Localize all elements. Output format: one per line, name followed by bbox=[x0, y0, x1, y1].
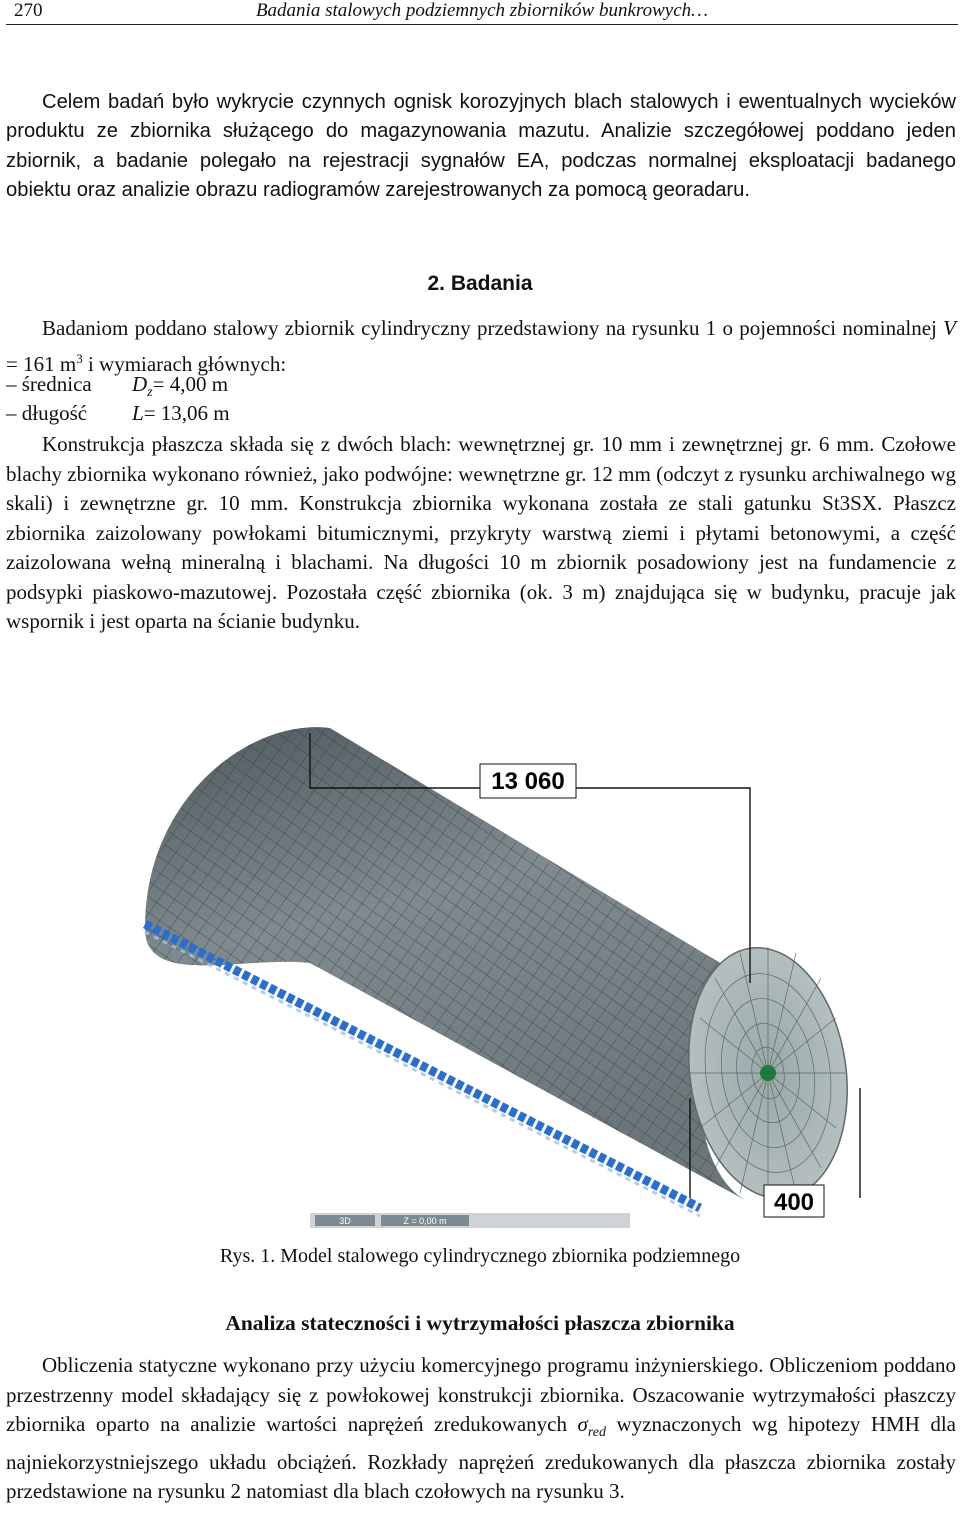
dimension-diameter bbox=[6, 372, 228, 401]
dimension-label-length: 13 060 bbox=[491, 768, 565, 795]
dimension-length bbox=[6, 401, 230, 426]
tank-model-figure bbox=[100, 688, 864, 1228]
figure-caption: Rys. 1. Model stalowego cylindrycznego zbiornika podziemnego bbox=[219, 1245, 741, 1267]
dim-symbol: L bbox=[132, 401, 144, 425]
section-heading-analiza: Analiza stateczności i wytrzymałości płaszcza zbiornika bbox=[225, 1311, 735, 1335]
analiza-paragraph bbox=[6, 1351, 956, 1507]
volume-symbol: V bbox=[943, 316, 956, 340]
analiza-text-a: Obliczenia statyczne wykonano przy użyciu komercyjnego programu inżynierskiego. Obliczeniom poddano przestrzenny model składający się z powłokowej konstrukcji zbiornika. Oszacowanie wytrzymałości płaszczy zbiornika oparto na analizie wartości naprężeń zredukowanych bbox=[6, 1353, 956, 1436]
toolbar-z-level: Z = 0,00 m bbox=[403, 1216, 447, 1226]
dim-label: – średnica bbox=[6, 372, 92, 396]
tank-model-render bbox=[100, 688, 864, 1228]
intro-rest: wycieków produktu ze zbiornika służącego do magazynowania mazutu. Analizie szczegółowej poddano jeden zbiornik, a badanie polegało na rejestracji sygnałów EA, podczas normalnej eksploatacji badanego obiektu oraz analizie obrazu radiogramów zarejestrowanych za pomocą georadaru. bbox=[6, 91, 957, 202]
dim-label: – długość bbox=[6, 401, 88, 425]
intro-paragraph bbox=[6, 88, 956, 206]
p1-text-a: Badaniom poddano stalowy zbiornik cylindryczny przedstawiony na rysunku 1 o pojemności nominalnej bbox=[42, 316, 944, 340]
p1-text-c: i wymiarach głównych: bbox=[82, 351, 287, 376]
sigma-subscript: red bbox=[587, 1425, 607, 1441]
dim-value: = 13,06 m bbox=[143, 401, 230, 425]
page-number: 270 bbox=[14, 0, 43, 21]
analiza-text-b: wyznaczonych wg hipotezy HMH dla najniekorzystniejszego układu obciążeń. Rozkłady naprężeń zredukowanych dla płaszcza zbiornika zostały przedstawione na rysunku 2 natomiast dla blach czołowych na rysunku 3. bbox=[6, 1412, 957, 1504]
dim-symbol: D bbox=[132, 372, 148, 396]
intro-line-1: Celem badań było wykrycie czynnych ognisk korozyjnych blach stalowych i ewentualnych bbox=[42, 91, 862, 113]
page-header bbox=[6, 0, 958, 25]
badania-paragraph-2: Konstrukcja płaszcza składa się z dwóch blach: wewnętrznej gr. 10 mm i zewnętrznej gr. 6 mm. Czołowe blachy zbiornika wykonano również, jako podwójne: wewnętrzne gr. 12 mm (odczyt z rysunku archiwalnego wg skali) i zewnętrzne gr. 10 mm. Konstrukcja zbiornika wykonana została ze stali gatunku St3SX. Płaszcz zbiornika zaizolowany powłokami bitumicznymi, przykryty warstwą ziemi i płytami betonowymi, a część zaizolowana wełną mineralną i blachami. Na długości 10 m zbiornik posadowiony jest na fundamencie z podsypki piaskowo-mazutowej. Pozostała część zbiornika (ok. 3 m) znajdująca się w budynku, pracuje jak wspornik i jest oparta na ścianie budynku. bbox=[6, 432, 956, 633]
dim-subscript: z bbox=[147, 385, 153, 401]
running-title: Badania stalowych podziemnych zbiorników bunkrowych… bbox=[255, 0, 709, 21]
dim-value: = 4,00 m bbox=[152, 372, 229, 396]
p1-text-b: = 161 m bbox=[6, 351, 77, 376]
badania-paragraph-1 bbox=[6, 314, 956, 379]
toolbar-mode: 3D bbox=[339, 1216, 351, 1226]
cubic-superscript: 3 bbox=[76, 350, 83, 366]
dimension-label-end: 400 bbox=[773, 1189, 815, 1216]
section-heading-badania: 2. Badania bbox=[427, 272, 533, 295]
sigma-symbol: σ bbox=[577, 1412, 588, 1436]
